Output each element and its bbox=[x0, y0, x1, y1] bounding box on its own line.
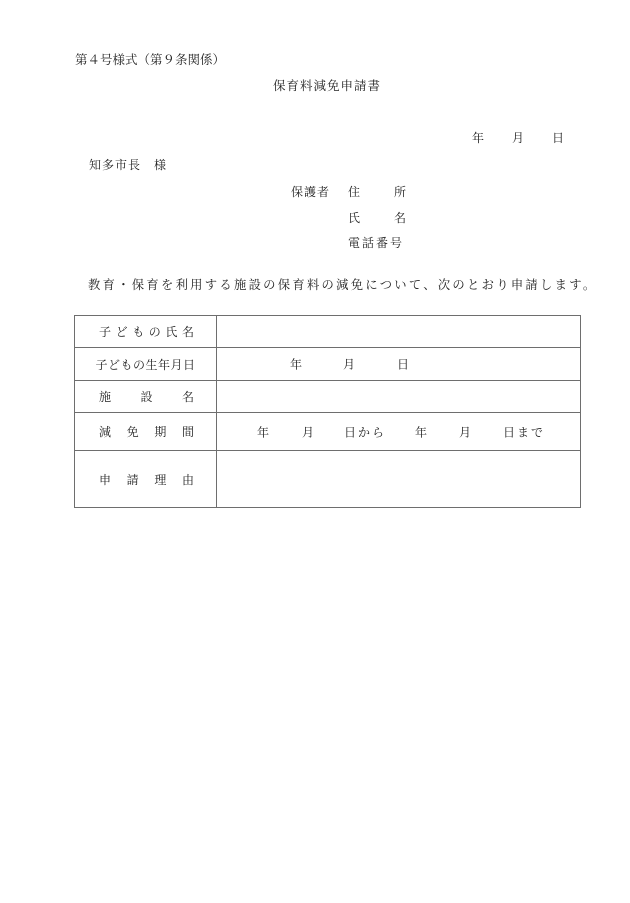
name-char: 名 bbox=[393, 211, 406, 225]
address-char: 所 bbox=[393, 185, 406, 199]
from-month-label: 月 bbox=[302, 425, 315, 439]
child-birthdate-label bbox=[75, 348, 217, 381]
day-label: 日 bbox=[397, 357, 410, 372]
date-year-label: 年 bbox=[472, 131, 485, 145]
label-char: 免 bbox=[126, 425, 139, 439]
table-row-child-birthdate bbox=[75, 348, 581, 381]
guardian-address-label bbox=[348, 183, 406, 200]
guardian-label: 保護者 bbox=[291, 185, 331, 199]
table-row-application-reason bbox=[75, 451, 581, 508]
guardian-name-label bbox=[348, 209, 406, 226]
child-name-field[interactable] bbox=[217, 316, 581, 348]
table-row-child-name bbox=[75, 316, 581, 348]
label-char: 子 bbox=[99, 325, 112, 339]
child-birthdate-field[interactable] bbox=[217, 348, 581, 381]
reduction-period-field[interactable] bbox=[217, 413, 581, 451]
label-text: 子どもの生年月日 bbox=[95, 357, 196, 372]
month-label: 月 bbox=[343, 357, 356, 372]
application-table bbox=[74, 315, 581, 508]
to-year-label: 年 bbox=[415, 425, 428, 439]
label-char: 名 bbox=[181, 325, 194, 339]
label-char: の bbox=[148, 325, 161, 339]
label-char: ど bbox=[115, 325, 128, 339]
label-char: 由 bbox=[181, 472, 194, 487]
document-title: 保育料減免申請書 bbox=[273, 78, 382, 93]
label-char: 申 bbox=[99, 472, 112, 487]
date-day-label: 日 bbox=[552, 131, 565, 145]
from-year-label: 年 bbox=[257, 425, 270, 439]
form-number: 第４号様式（第９条関係） bbox=[75, 52, 226, 67]
label-char: 名 bbox=[181, 390, 194, 404]
year-label: 年 bbox=[290, 357, 303, 372]
guardian-phone-label: 電話番号 bbox=[348, 236, 405, 250]
table-row-reduction-period bbox=[75, 413, 581, 451]
label-char: 減 bbox=[99, 425, 112, 439]
facility-name-label bbox=[75, 381, 217, 413]
from-day-label: 日から bbox=[344, 425, 387, 439]
table-row-facility-name bbox=[75, 381, 581, 413]
child-name-label bbox=[75, 316, 217, 348]
to-day-label: 日まで bbox=[503, 425, 546, 439]
label-char: も bbox=[132, 325, 145, 339]
application-reason-field[interactable] bbox=[217, 451, 581, 508]
label-char: 設 bbox=[140, 390, 153, 404]
facility-name-field[interactable] bbox=[217, 381, 581, 413]
addressee: 知多市長 様 bbox=[89, 158, 168, 172]
reduction-period-label bbox=[75, 413, 217, 451]
label-char: 施 bbox=[99, 390, 112, 404]
address-char: 住 bbox=[348, 185, 361, 199]
label-char: 請 bbox=[126, 472, 139, 487]
application-date bbox=[472, 129, 564, 146]
intro-text: 教育・保育を利用する施設の保育料の減免について、次のとおり申請します。 bbox=[88, 278, 598, 292]
label-char: 氏 bbox=[165, 325, 178, 339]
label-char: 理 bbox=[154, 472, 167, 487]
label-char: 期 bbox=[154, 425, 167, 439]
application-reason-label bbox=[75, 451, 217, 508]
label-char: 間 bbox=[181, 425, 194, 439]
to-month-label: 月 bbox=[459, 425, 472, 439]
date-month-label: 月 bbox=[512, 131, 525, 145]
name-char: 氏 bbox=[348, 211, 361, 225]
